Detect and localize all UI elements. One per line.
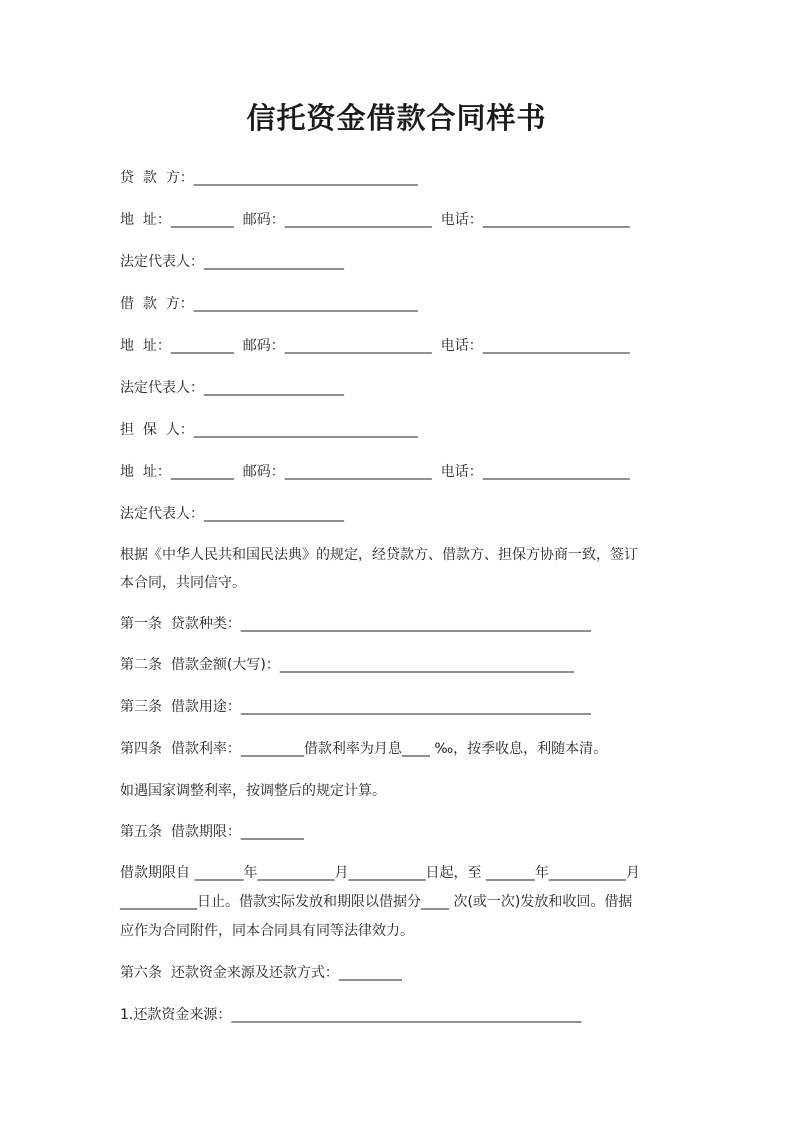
borrower-line: 借 款 方：________________________________ <box>120 296 418 312</box>
loan-period-line-1: 借款期限自 _______年___________月___________日起，至 _______年___________月 <box>120 865 640 881</box>
preamble-line-1: 根据《中华人民共和国民法典》的规定，经贷款方、借款方、担保方协商一致，签订 <box>120 547 638 563</box>
rate-adjustment-line: 如遇国家调整利率，按调整后的规定计算。 <box>120 783 386 799</box>
lender-line: 贷 款 方：________________________________ <box>120 170 418 186</box>
lender-address-line: 地 址：_________ 邮码：_____________________ 电话：_____________________ <box>120 212 630 228</box>
borrower-address-line: 地 址：_________ 邮码：_____________________ 电话：_____________________ <box>120 338 630 354</box>
preamble-line-2: 本合同，共同信守。 <box>120 575 246 591</box>
article-3-line: 第三条 借款用途：__________________________________________________ <box>120 699 591 715</box>
guarantor-representative-line: 法定代表人：____________________ <box>120 506 344 522</box>
loan-period-line-3: 应作为合同附件，同本合同具有同等法律效力。 <box>120 923 414 939</box>
article-2-line: 第二条 借款金额(大写)：__________________________________________ <box>120 657 574 673</box>
guarantor-address-line: 地 址：_________ 邮码：_____________________ 电话：_____________________ <box>120 464 630 480</box>
borrower-representative-line: 法定代表人：____________________ <box>120 380 344 396</box>
article-6-line: 第六条 还款资金来源及还款方式：_________ <box>120 965 402 981</box>
article-4-line: 第四条 借款利率：_________借款利率为月息____ ‰，按季收息，利随本清。 <box>120 741 608 757</box>
lender-representative-line: 法定代表人：____________________ <box>120 254 344 270</box>
guarantor-line: 担 保 人：________________________________ <box>120 422 418 438</box>
repayment-source-line: 1.还款资金来源：__________________________________________________ <box>120 1007 582 1023</box>
article-1-line: 第一条 贷款种类：__________________________________________________ <box>120 616 591 632</box>
article-5-line: 第五条 借款期限：_________ <box>120 824 304 840</box>
loan-period-line-2: ___________日止。借款实际发放和期限以借据分____ 次(或一次)发放和收回。借据 <box>120 894 633 910</box>
document-title: 信托资金借款合同样书 <box>246 101 547 135</box>
